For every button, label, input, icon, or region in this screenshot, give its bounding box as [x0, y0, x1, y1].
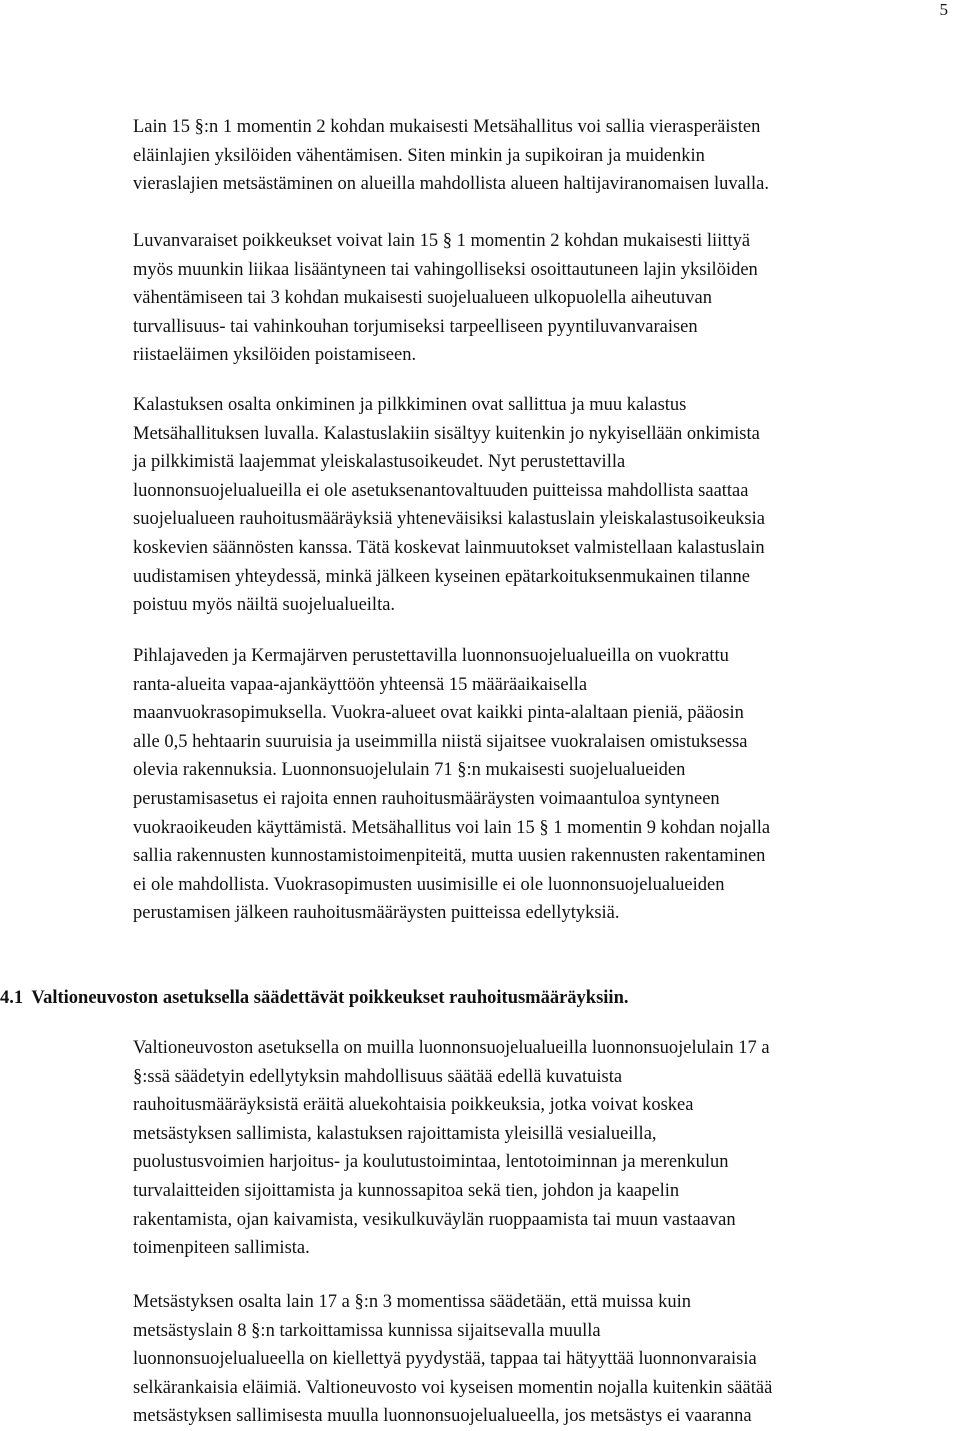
text-line: Valtioneuvoston asetuksella on muilla luonnonsuojelualueilla luonnonsuojelulain 17 a — [133, 1038, 770, 1058]
text-line: Kalastuksen osalta onkiminen ja pilkkiminen ovat sallittua ja muu kalastus — [133, 395, 687, 415]
text-line: perustamisen jälkeen rauhoitusmääräysten puitteissa edellytyksiä. — [133, 903, 620, 924]
text-line: selkärankaisia eläimiä. Valtioneuvosto voi kyseisen momentin nojalla kuitenkin säätää — [133, 1377, 773, 1398]
text-line: Pihlajaveden ja Kermajärven perustettavilla luonnonsuojelualueilla on vuokrattu — [133, 646, 729, 666]
text-line: ja pilkkimistä laajemmat yleiskalastusoikeudet. Nyt perustettavilla — [133, 452, 626, 473]
text-line: rakentamista, ojan kaivamista, vesikulkuväylän ruoppaamista tai muun vastaavan — [133, 1209, 736, 1230]
text-line: Lain 15 §:n 1 momentin 2 kohdan mukaisesti Metsähallitus voi sallia vierasperäisten — [133, 117, 761, 137]
text-line: metsästyslain 8 §:n tarkoittamissa kunnissa sijaitsevalla muulla — [133, 1320, 601, 1341]
text-line: turvalaitteiden sijoittamista ja kunnossapitoa sekä tien, johdon ja kaapelin — [133, 1180, 680, 1201]
text-line: Metsästyksen osalta lain 17 a §:n 3 momentissa säädetään, että muissa kuin — [133, 1292, 691, 1312]
text-line: metsästyksen sallimisesta muulla luonnonsuojelualueella, jos metsästys ei vaaranna — [133, 1406, 752, 1427]
text-line: myös muunkin liikaa lisääntyneen tai vahingolliseksi osoittautuneen lajin yksilöiden — [133, 259, 758, 280]
text-line: sallia rakennusten kunnostamistoimenpiteitä, mutta uusien rakennusten rakentaminen — [133, 846, 766, 867]
text-line: ranta-alueita vapaa-ajankäyttöön yhteensä 15 määräaikaisella — [133, 674, 588, 695]
section-heading — [0, 984, 628, 1012]
text-line: §:ssä säädetyin edellytyksin mahdollisuus säätää edellä kuvatuista — [133, 1066, 623, 1087]
text-line: Luvanvaraiset poikkeukset voivat lain 15 § 1 momentin 2 kohdan mukaisesti liittyä — [133, 231, 751, 251]
text-line: uudistamisen yhteydessä, minkä jälkeen kyseinen epätarkoituksenmukainen tilanne — [133, 566, 751, 587]
text-line: luonnonsuojelualueella on kiellettyä pyydystää, tappaa tai hätyyttää luonnonvaraisia — [133, 1349, 757, 1370]
text-line: perustamisasetus ei rajoita ennen rauhoitusmääräysten voimaantuloa syntyneen — [133, 788, 720, 809]
text-line: maanvuokrasopimuksella. Vuokra-alueet ovat kaikki pinta-alaltaan pieniä, pääosin — [133, 703, 744, 724]
section-paragraph-2 — [133, 1288, 959, 1431]
text-line: ei ole mahdollista. Vuokrasopimusten uusimisille ei ole luonnonsuojelualueiden — [133, 874, 725, 895]
text-line: poistuu myös näiltä suojelualueilta. — [133, 595, 396, 616]
paragraph-1 — [133, 113, 959, 199]
section-title: Valtioneuvoston asetuksella säädettävät poikkeukset rauhoitusmääräyksiin. — [31, 988, 629, 1008]
text-line: puolustusvoimien harjoitus- ja koulutustoimintaa, lentotoiminnan ja merenkulun — [133, 1152, 729, 1173]
text-line: metsästyksen sallimista, kalastuksen rajoittamista yleisillä vesialueilla, — [133, 1123, 657, 1144]
text-line: vieraslajien metsästäminen on alueilla mahdollista alueen haltijaviranomaisen luvalla. — [133, 174, 769, 195]
paragraph-3 — [133, 391, 959, 620]
text-line: eläinlajien yksilöiden vähentämisen. Siten minkin ja supikoiran ja muidenkin — [133, 145, 705, 166]
text-line: rauhoitusmääräyksistä eräitä aluekohtaisia poikkeuksia, jotka voivat koskea — [133, 1095, 694, 1116]
paragraph-4 — [133, 642, 959, 928]
section-paragraph-1 — [133, 1034, 959, 1263]
text-line: turvallisuus- tai vahinkouhan torjumiseksi tarpeelliseen pyyntiluvanvaraisen — [133, 316, 698, 337]
paragraph-2 — [133, 227, 959, 370]
text-line: vuokraoikeuden käyttämistä. Metsähallitus voi lain 15 § 1 momentin 9 kohdan nojalla — [133, 817, 771, 838]
text-line: suojelualueen rauhoitusmääräyksiä yhteneväisiksi kalastuslain yleiskalastusoikeuksia — [133, 509, 765, 530]
text-line: riistaeläimen yksilöiden poistamiseen. — [133, 345, 417, 366]
text-line: toimenpiteen sallimista. — [133, 1238, 310, 1259]
text-line: koskevien säännösten kanssa. Tätä koskevat lainmuutokset valmistellaan kalastuslain — [133, 537, 765, 558]
section-number: 4.1 — [0, 988, 24, 1008]
page-number: 5 — [939, 0, 948, 19]
text-line: olevia rakennuksia. Luonnonsuojelulain 71 §:n mukaisesti suojelualueiden — [133, 760, 686, 781]
text-line: Metsähallituksen luvalla. Kalastuslakiin sisältyy kuitenkin jo nykyisellään onkimista — [133, 423, 760, 444]
text-line: vähentämiseen tai 3 kohdan mukaisesti suojelualueen ulkopuolella aiheutuvan — [133, 288, 712, 309]
text-line: alle 0,5 hehtaarin suuruisia ja useimmilla niistä sijaitsee vuokralaisen omistuksessa — [133, 731, 748, 752]
text-line: luonnonsuojelualueilla ei ole asetuksenantovaltuuden puitteissa mahdollista saattaa — [133, 480, 749, 501]
